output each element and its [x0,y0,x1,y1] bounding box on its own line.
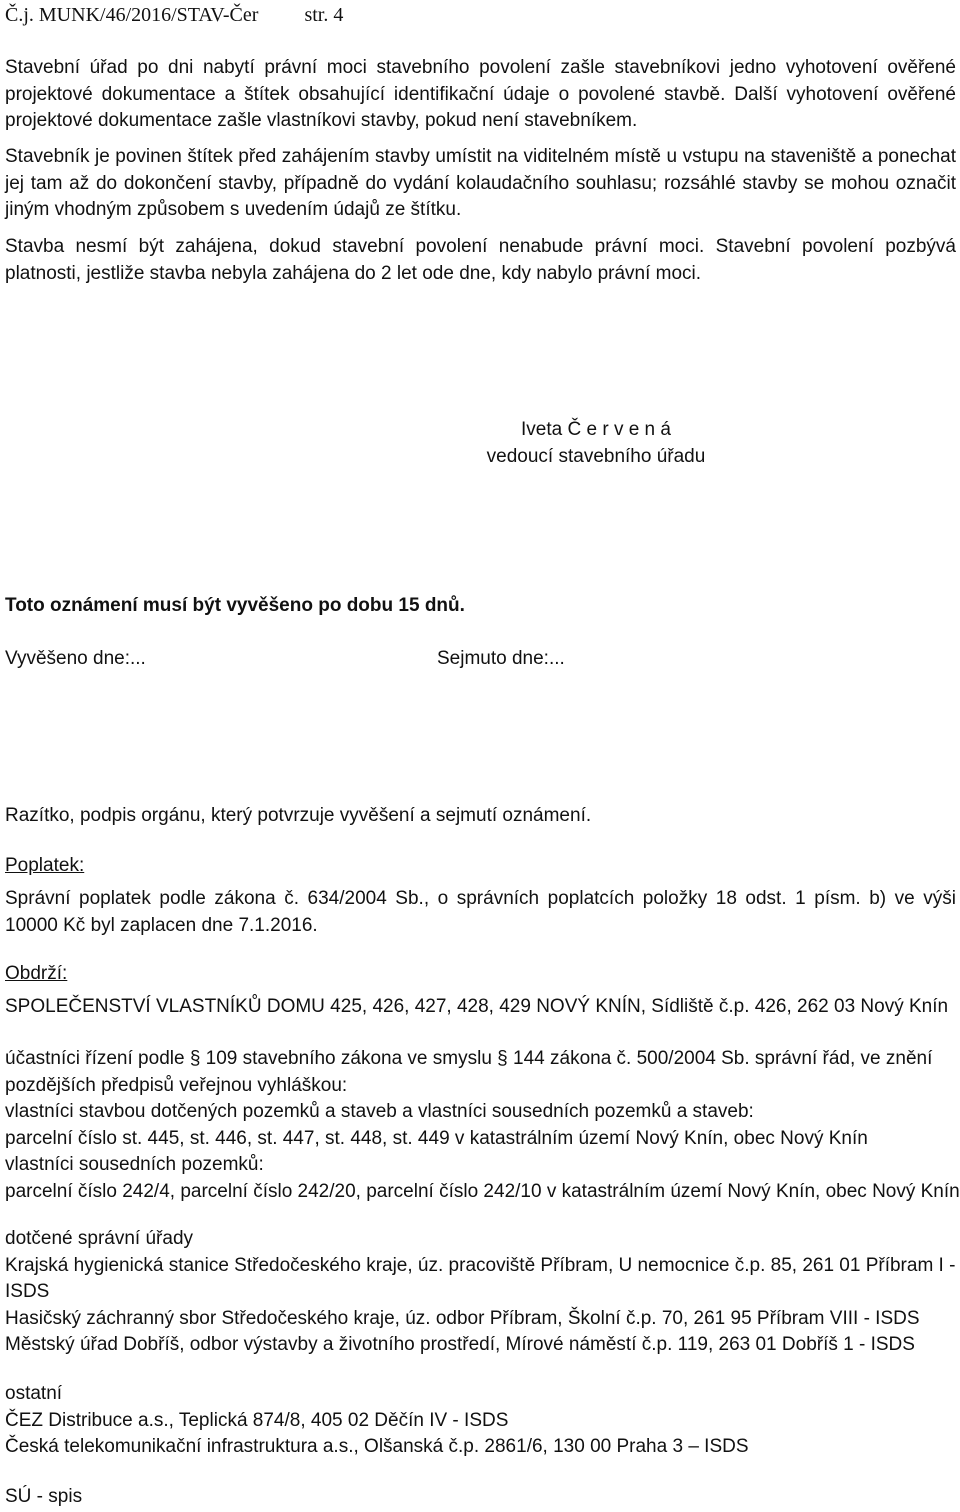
paragraph-sign-placement: Stavebník je povinen štítek před zahájením stavby umístit na viditelném místě u vstupu na staveniště a ponechat jej tam až do dokončení stavby, případně do vydání kolaudačního souhlasu; rozsáhlé stavby se mohou označit jiným vhodným způsobem s uvedením údajů ze štítku. [5,146,956,220]
other-recipients [5,1381,956,1461]
posting-dates [5,648,956,670]
other-line: Česká telekomunikační infrastruktura a.s., Olšanská č.p. 2861/6, 130 00 Praha 3 – ISDS [5,1436,749,1457]
paragraph-dispatch: Stavební úřad po dni nabytí právní moci stavebního povolení zašle stavebníkovi jedno vyhotovení ověřené projektové dokumentace a štítek obsahující identifikační údaje o povolené stavbě. Další vyhotovení ověřené projektové dokumentace zašle vlastníkovi stavby, pokud není stavebníkem. [5,57,956,131]
page-number: str. 4 [304,4,344,26]
fee-heading: Poplatek: [5,855,85,876]
stamp-note: Razítko, podpis orgánu, který potvrzuje vyvěšení a sejmutí oznámení. [5,805,592,826]
participants-line: pozdějších předpisů veřejnou vyhláškou: [5,1074,348,1096]
authority-line: Hasičský záchranný sbor Středočeského kraje, úz. odbor Příbram, Školní č.p. 70, 261 95 Příbram VIII - ISDS [5,1307,920,1329]
participants-line: účastníci řízení podle § 109 stavebního zákona ve smyslu § 144 zákona č. 500/2004 Sb. správní řád, ve znění [5,1048,933,1069]
participants-line: vlastníci sousedních pozemků: [5,1154,264,1175]
participants-line: vlastníci stavbou dotčených pozemků a staveb a vlastníci sousedních pozemků a staveb: [5,1101,754,1122]
participants-line: parcelní číslo st. 445, st. 446, st. 447, st. 448, st. 449 v katastrálním území Nový Knín, obec Nový Knín [5,1127,868,1149]
other-heading: ostatní [5,1383,63,1404]
authorities-list [5,1226,956,1359]
participants-list [5,1046,960,1205]
authorities-heading: dotčené správní úřady [5,1228,194,1249]
other-line: ČEZ Distribuce a.s., Teplická 874/8, 405 02 Děčín IV - ISDS [5,1409,509,1431]
participants-line: parcelní číslo 242/4, parcelní číslo 242/20, parcelní číslo 242/10 v katastrálním území Nový Knín, obec Nový Knín [5,1180,960,1202]
owners-association: SPOLEČENSTVÍ VLASTNÍKŮ DOMU 425, 426, 427, 428, 429 NOVÝ KNÍN, Sídliště č.p. 426, 262 03 Nový Knín [5,996,949,1017]
recipients-heading: Obdrží: [5,963,68,984]
document-header [5,4,343,27]
file-copy: SÚ - spis [5,1486,83,1507]
reference-number: Č.j. MUNK/46/2016/STAV-Čer [5,4,259,26]
fee-text: Správní poplatek podle zákona č. 634/2004 Sb., o správních poplatcích položky 18 odst. 1 písm. b) ve výši 10000 Kč byl zaplacen dne 7.1.2016. [5,888,956,936]
posting-period: Toto oznámení musí být vyvěšeno po dobu 15 dnů. [5,595,465,616]
paragraph-validity: Stavba nesmí být zahájena, dokud stavební povolení nenabude právní moci. Stavební povolení pozbývá platnosti, jestliže stavba nebyla zahájena do 2 let ode dne, kdy nabylo právní moci. [5,236,956,284]
authority-line: Městský úřad Dobříš, odbor výstavby a životního prostředí, Mírové náměstí č.p. 119, 263 01 Dobříš 1 - ISDS [5,1334,915,1355]
signatory-name: Iveta Č e r v e n á [521,419,671,440]
authority-line: ISDS [5,1281,50,1302]
authority-line: Krajská hygienická stanice Středočeského kraje, úz. pracoviště Příbram, U nemocnice č.p. 85, 261 01 Příbram I - [5,1254,956,1276]
signature-block [0,416,960,470]
signatory-title: vedoucí stavebního úřadu [486,446,706,467]
removed-date: Sejmuto dne:... [437,648,565,669]
posted-date: Vyvěšeno dne:... [5,648,146,669]
